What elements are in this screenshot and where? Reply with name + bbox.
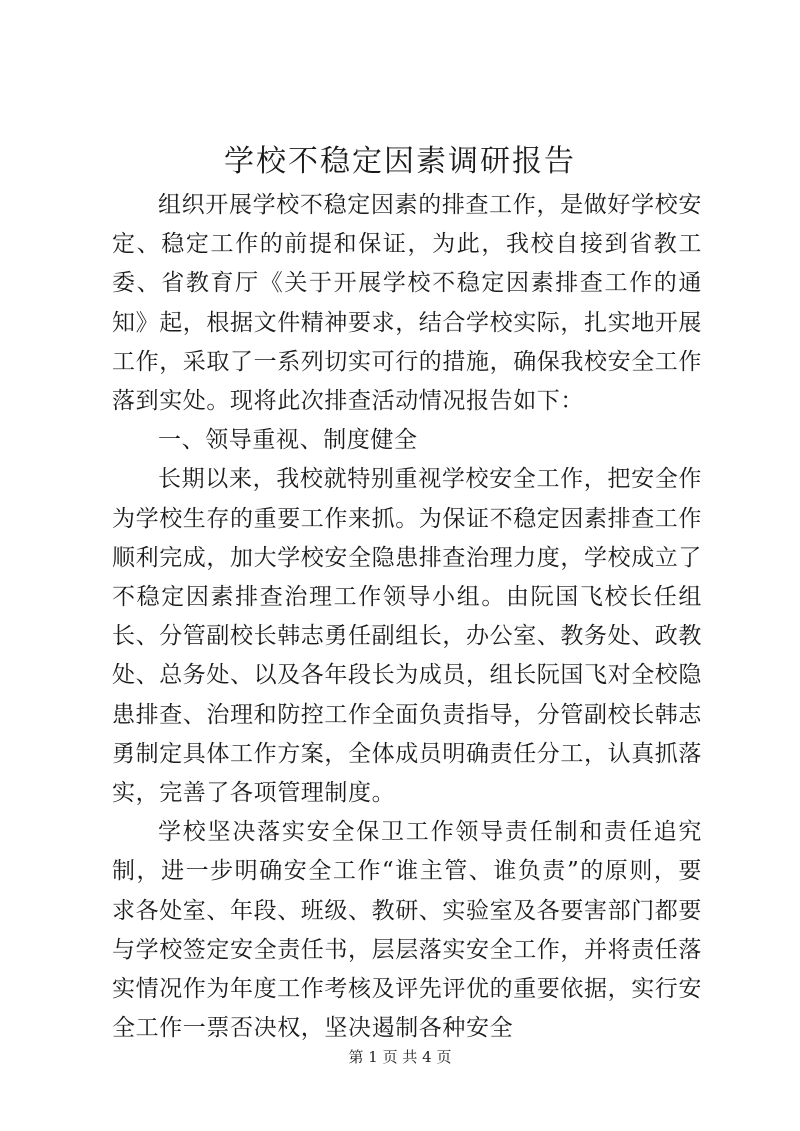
document-body: [112, 186, 702, 1048]
section-heading-1: 一、领导重视、制度健全: [158, 427, 418, 454]
page-footer: 第 1 页 共 4 页: [348, 1048, 452, 1066]
document-title: 学校不稳定因素调研报告: [224, 144, 576, 179]
paragraph-intro: 组织开展学校不稳定因素的排查工作，是做好学校安定、稳定工作的前提和保证，为此，我校自接到省教工委、省教育厅《关于开展学校不稳定因素排查工作的通知》起，根据文件精神要求，结合学校实际，扎实地开展工作，采取了一系列切实可行的措施，确保我校安全工作落到实处。现将此次排查活动情况报告如下：: [112, 192, 702, 415]
paragraph-leadership: 长期以来，我校就特别重视学校安全工作，把安全作为学校生存的重要工作来抓。为保证不稳定因素排查工作顺利完成，加大学校安全隐患排查治理力度，学校成立了不稳定因素排查治理工作领导小组。由阮国飞校长任组长、分管副校长韩志勇任副组长，办公室、教务处、政教处、总务处、以及各年段长为成员，组长阮国飞对全校隐患排查、治理和防控工作全面负责指导，分管副校长韩志勇制定具体工作方案，全体成员明确责任分工，认真抓落实，完善了各项管理制度。: [112, 466, 702, 807]
paragraph-responsibility: 学校坚决落实安全保卫工作领导责任制和责任追究制，进一步明确安全工作“谁主管、谁负责”的原则，要求各处室、年段、班级、教研、实验室及各要害部门都要与学校签定安全责任书，层层落实安全工作，并将责任落实情况作为年度工作考核及评先评优的重要依据，实行安全工作一票否决权，坚决遏制各种安全: [112, 819, 702, 1042]
